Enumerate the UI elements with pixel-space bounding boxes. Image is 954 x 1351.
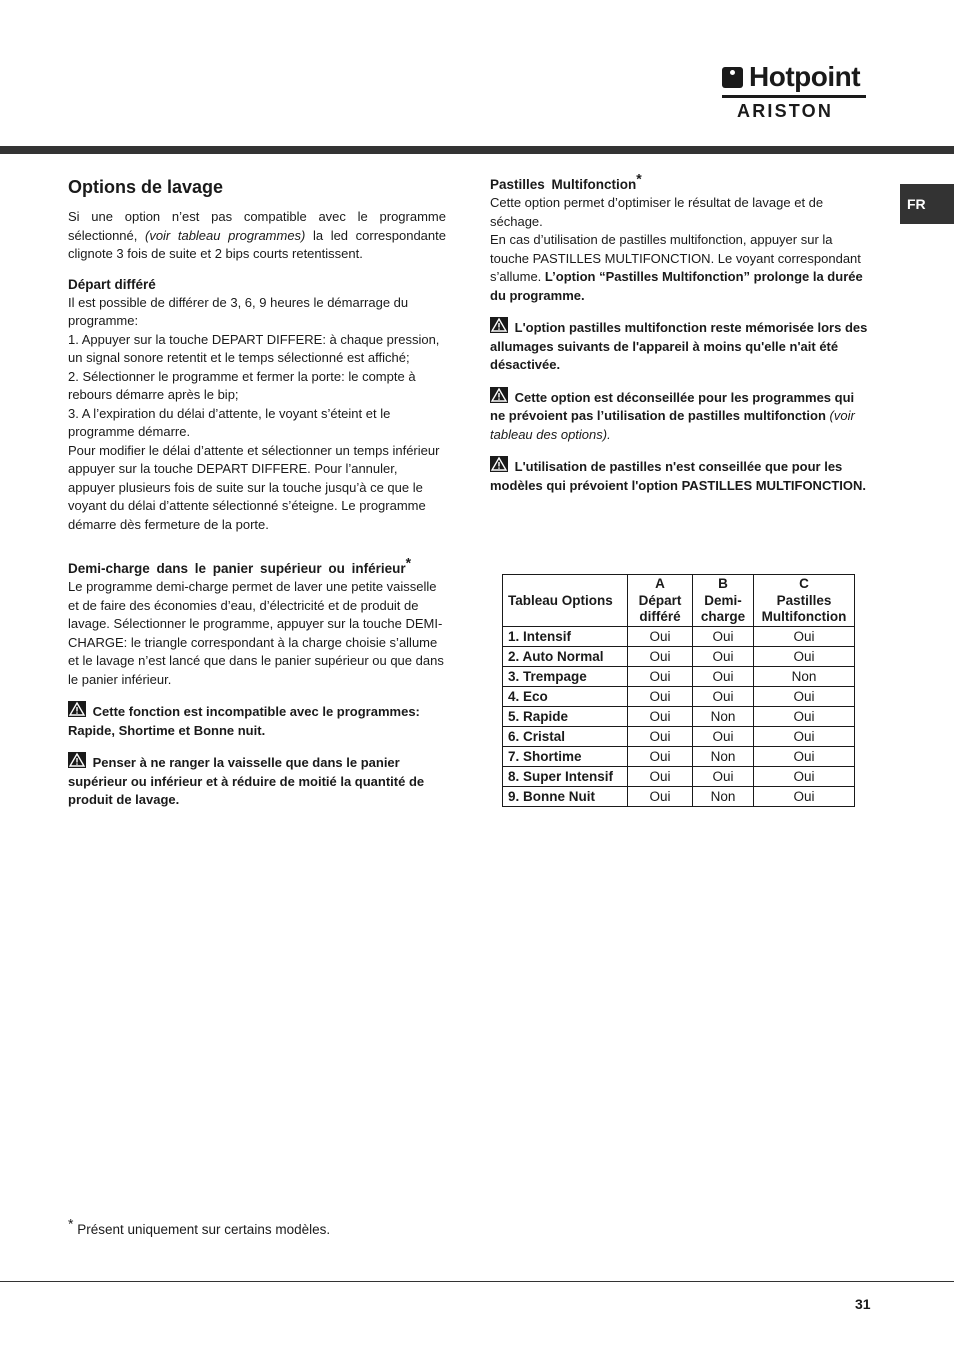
- logo-divider: [722, 95, 866, 98]
- demi-charge-heading: [68, 554, 446, 578]
- depart-step-1: 1. Appuyer sur la touche DEPART DIFFERE: à chaque pression, un signal sonore retentit et le temps sélectionné est affiché;: [68, 331, 440, 365]
- cell-a: Oui: [628, 767, 693, 787]
- column-name: [754, 593, 855, 627]
- left-column: [68, 176, 446, 810]
- warning-triangle-icon: [68, 752, 86, 768]
- depart-step-3: 3. A l’expiration du délai d’attente, le voyant s’éteint et le programme démarre.: [68, 405, 391, 439]
- pastilles-warning-2-text: Cette option est déconseillée pour les programmes qui ne prévoient pas l’utilisation de pastilles multifonction: [490, 389, 855, 423]
- table-header-title: Tableau Options: [503, 575, 628, 627]
- brand-name: Hotpoint: [749, 61, 861, 92]
- intro-text-pre: Si une option n’est pas compatible avec le programme sélectionné,: [68, 209, 446, 243]
- asterisk-mark: *: [405, 554, 412, 571]
- pastilles-body-1: Cette option permet d’optimiser le résultat de lavage et de séchage.: [490, 195, 824, 229]
- intro-paragraph: [68, 208, 446, 264]
- intro-text-post: la led correspondante clignote 3 fois de suite et 2 bips courts retentissent.: [68, 227, 446, 261]
- cell-b: Oui: [693, 767, 754, 787]
- cell-b: Non: [693, 707, 754, 727]
- column-name-line: charge: [700, 608, 746, 624]
- table-row: [503, 727, 855, 747]
- depart-step-2: 2. Sélectionner le programme et fermer la porte: le compte à rebours démarre après le bip;: [68, 368, 416, 402]
- language-tab: FR: [900, 184, 954, 224]
- program-name: 2. Auto Normal: [503, 647, 628, 667]
- cell-a: Oui: [628, 727, 693, 747]
- cell-b: Non: [693, 747, 754, 767]
- cell-c: Oui: [754, 627, 855, 647]
- options-table: [502, 574, 855, 807]
- footnote: [68, 1215, 331, 1237]
- pastilles-body-2-text: En cas d’utilisation de pastilles multifonction, appuyer sur la touche PASTILLES MULTIFONCTION. Le voyant correspondant s’allume.: [490, 232, 861, 284]
- program-name: 1. Intensif: [503, 627, 628, 647]
- demi-charge-title: Demi-charge dans le panier supérieur ou inférieur: [68, 561, 406, 576]
- pastilles-warning-3-text: L'utilisation de pastilles n'est conseillée que pour les modèles qui prévoient l'option PASTILLES MULTIFONCTION.: [490, 459, 866, 493]
- column-name: [693, 593, 754, 627]
- cell-c: Oui: [754, 767, 855, 787]
- cell-b: Oui: [693, 687, 754, 707]
- cell-b: Non: [693, 787, 754, 807]
- column-name-line: Pastilles: [776, 593, 832, 608]
- pastilles-warning-1-text: L'option pastilles multifonction reste mémorisée lors des allumages suivants de l'appareil à moins qu'elle n'ait été désactivée.: [490, 320, 868, 372]
- depart-intro: Il est possible de différer de 3, 6, 9 heures le démarrage du programme:: [68, 294, 409, 328]
- asterisk-mark: *: [636, 170, 642, 187]
- program-name: 9. Bonne Nuit: [503, 787, 628, 807]
- program-name: 4. Eco: [503, 687, 628, 707]
- cell-a: Oui: [628, 627, 693, 647]
- table-row: [503, 707, 855, 727]
- table-header-row: [503, 575, 855, 594]
- page-title: Options de lavage: [68, 177, 224, 197]
- cell-b: Oui: [693, 667, 754, 687]
- column-letter: B: [693, 575, 754, 594]
- program-name: 7. Shortime: [503, 747, 628, 767]
- pastilles-warning-2-ref: (voir tableau des options).: [490, 408, 855, 442]
- cell-b: Oui: [693, 647, 754, 667]
- program-name: 3. Trempage: [503, 667, 628, 687]
- cell-c: Oui: [754, 727, 855, 747]
- table-row: [503, 767, 855, 787]
- demi-warning-1: [68, 701, 446, 740]
- pastilles-warning-2: [490, 387, 872, 445]
- column-name-line: Départ: [638, 593, 682, 608]
- table-row: [503, 647, 855, 667]
- cell-a: Oui: [628, 747, 693, 767]
- program-name: 8. Super Intensif: [503, 767, 628, 787]
- demi-charge-body: Le programme demi-charge permet de laver une petite vaisselle et de faire des économies d’eau, d’électricité et de produit de lavage. Sélectionner le programme, appuyer sur la touche DEMI-CHARGE: le triangle correspondant à la charge choisie s’allume et le lavage n’est lancé que dans le panier supérieur ou que dans le panier inférieur.: [68, 579, 444, 687]
- cell-a: Oui: [628, 647, 693, 667]
- intro-text-italic: (voir tableau programmes): [144, 227, 306, 243]
- column-name-line: différé: [639, 608, 681, 624]
- column-name: [628, 593, 693, 627]
- column-name-line: Demi-: [704, 593, 742, 608]
- demi-warning-2-text: Penser à ne ranger la vaisselle que dans le panier supérieur ou inférieur et à réduire de moitié la quantité de produit de lavage.: [68, 755, 425, 807]
- table-row: [503, 687, 855, 707]
- table-row: [503, 667, 855, 687]
- column-name-line: Multifonction: [761, 608, 847, 624]
- pastilles-heading: [490, 170, 872, 194]
- cell-c: Non: [754, 667, 855, 687]
- cell-c: Oui: [754, 687, 855, 707]
- page-number: 31: [855, 1296, 871, 1312]
- brand-logo: [722, 62, 868, 124]
- column-letter: C: [754, 575, 855, 594]
- pastilles-title: Pastilles Multifonction: [490, 177, 637, 192]
- footnote-mark: *: [68, 1215, 74, 1232]
- warning-triangle-icon: [490, 456, 508, 472]
- pastilles-warning-1: [490, 317, 872, 375]
- right-column: [490, 170, 872, 495]
- cell-b: Oui: [693, 727, 754, 747]
- cell-a: Oui: [628, 687, 693, 707]
- depart-body-2: Pour modifier le délai d’attente et sélectionner un temps inférieur appuyer sur la touche DEPART DIFFERE. Pour l’annuler, appuyer plusieurs fois de suite sur la touche jusqu’à ce que le voyant du délai d’attente sélectionné s’éteigne. Le programme démarre dès fermeture de la porte.: [68, 442, 440, 532]
- cell-a: Oui: [628, 787, 693, 807]
- header-rule: [0, 146, 954, 154]
- brand-sub: ARISTON: [737, 101, 834, 121]
- table-row: [503, 747, 855, 767]
- cell-c: Oui: [754, 787, 855, 807]
- depart-heading: Départ différé: [68, 276, 156, 292]
- program-name: 5. Rapide: [503, 707, 628, 727]
- pastilles-warning-3: [490, 456, 872, 495]
- pastilles-body-2: [490, 231, 872, 305]
- cell-c: Oui: [754, 647, 855, 667]
- footnote-text: Présent uniquement sur certains modèles.: [77, 1222, 331, 1237]
- program-name: 6. Cristal: [503, 727, 628, 747]
- hotpoint-square-icon: [722, 67, 743, 88]
- cell-b: Oui: [693, 627, 754, 647]
- table-row: [503, 787, 855, 807]
- cell-c: Oui: [754, 747, 855, 767]
- column-letter: A: [628, 575, 693, 594]
- warning-triangle-icon: [490, 387, 508, 403]
- cell-c: Oui: [754, 707, 855, 727]
- pastilles-bold-note: L’option “Pastilles Multifonction” prolonge la durée du programme.: [490, 269, 863, 303]
- demi-warning-2: [68, 752, 446, 810]
- warning-triangle-icon: [68, 701, 86, 717]
- table-row: [503, 627, 855, 647]
- footer-rule: [0, 1281, 954, 1282]
- cell-a: Oui: [628, 707, 693, 727]
- demi-warning-1-text: Cette fonction est incompatible avec le programmes: Rapide, Shortime et Bonne nuit.: [68, 704, 420, 738]
- cell-a: Oui: [628, 667, 693, 687]
- warning-triangle-icon: [490, 317, 508, 333]
